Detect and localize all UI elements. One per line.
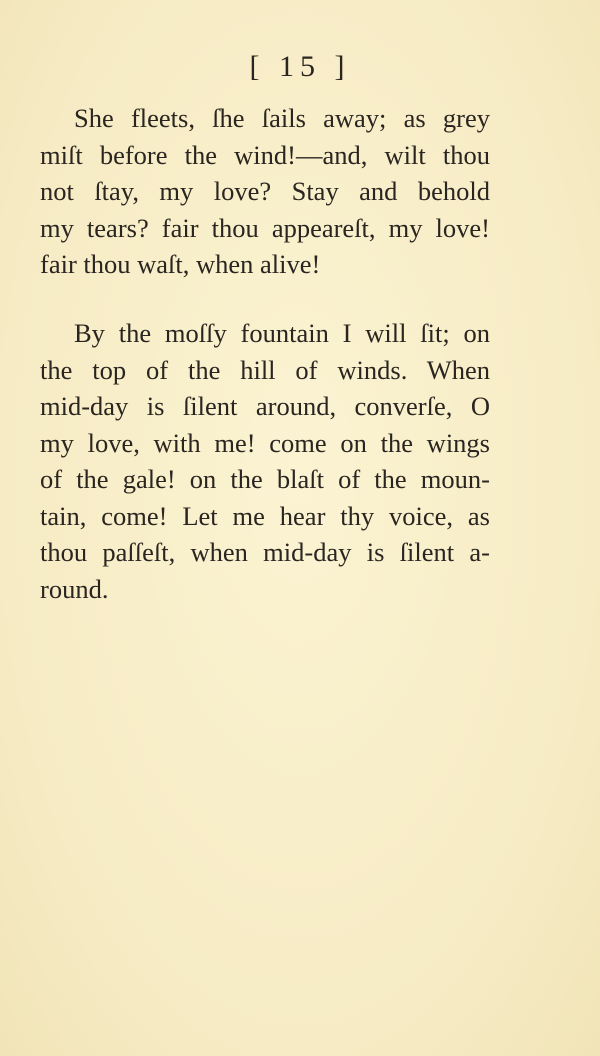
text-line: thou paſſeſt, when mid-day is ſilent a- bbox=[40, 537, 490, 567]
text-line: tain, come! Let me hear thy voice, as bbox=[40, 500, 490, 531]
paragraph-1 bbox=[40, 100, 490, 283]
text-line: miſt before the wind!—and, wilt thou bbox=[40, 139, 490, 170]
page-number: [ 15 ] bbox=[249, 50, 351, 83]
text-line: my tears? fair thou appeareſt, my love! bbox=[40, 212, 490, 243]
text-line: my love, with me! come on the wings bbox=[40, 427, 490, 458]
text-line: fair thou waſt, when alive! bbox=[40, 249, 321, 279]
text-line: round. bbox=[40, 573, 109, 604]
text-line: She fleets, ſhe ſails away; as grey bbox=[74, 103, 490, 133]
paragraph-2 bbox=[40, 315, 490, 607]
text-line: By the moſſy fountain I will ſit; on bbox=[74, 318, 490, 348]
text-line: of the gale! on the blaſt of the moun- bbox=[40, 464, 490, 494]
text-line: not ſtay, my love? Stay and behold bbox=[40, 176, 490, 206]
text-line: mid-day is ſilent around, converſe, O bbox=[40, 391, 490, 421]
text-line: the top of the hill of winds. When bbox=[40, 354, 490, 385]
